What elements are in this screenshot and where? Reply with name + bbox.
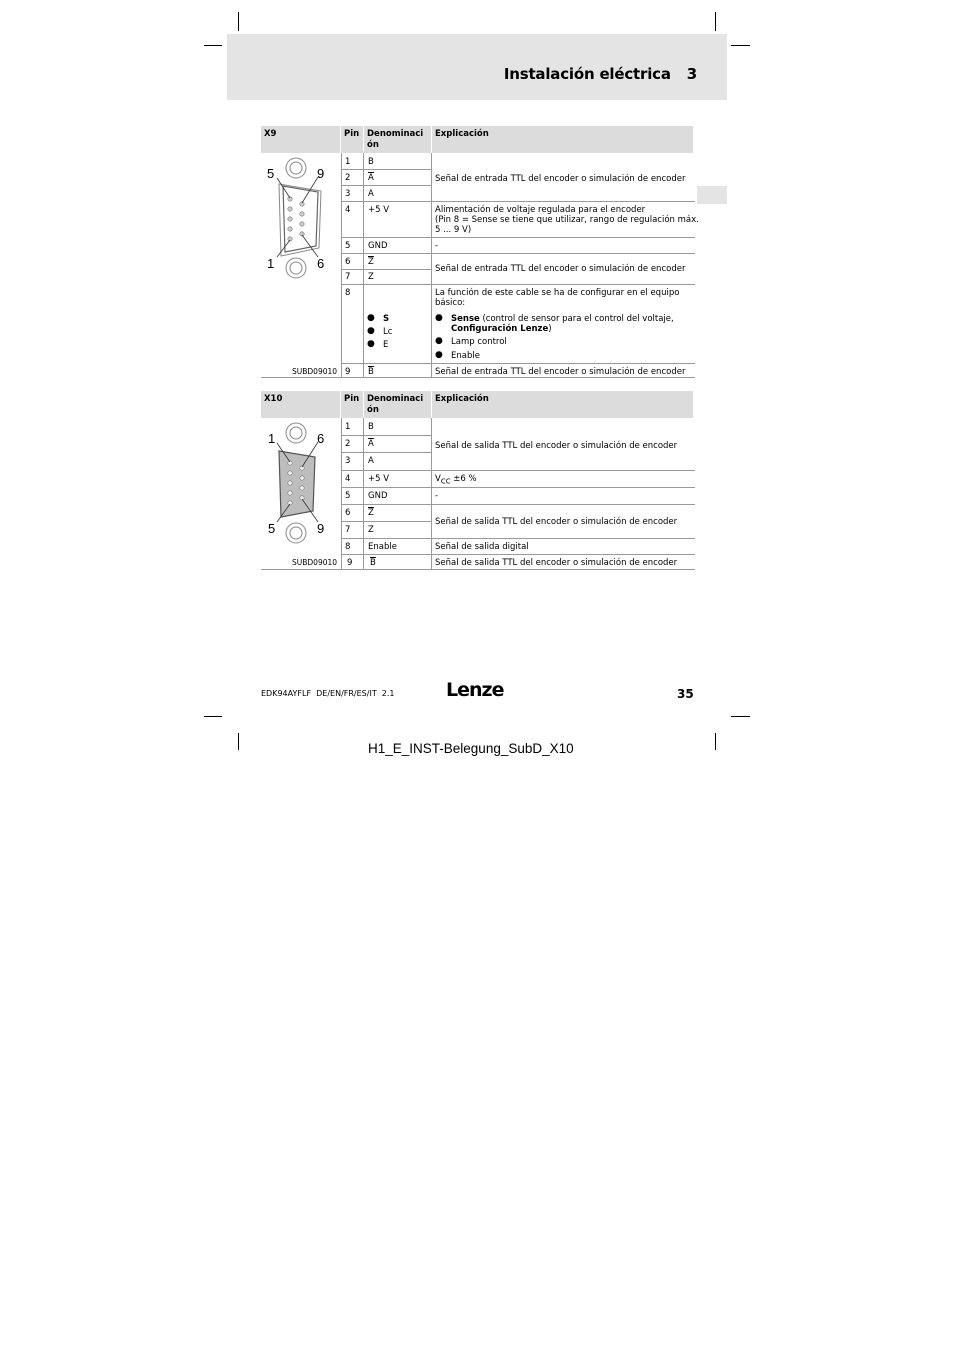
x10-header-name: Denominación [364, 391, 431, 418]
x9-pin-label-br: 6 [317, 256, 325, 271]
x9-name-1: B [368, 157, 374, 167]
x10-name-9: $\overline{B}$ [370, 558, 376, 568]
x10-pin-7: 7 [345, 525, 351, 535]
x9-row-line [341, 169, 432, 170]
x10-connector-icon [263, 419, 339, 547]
x9-connector-icon [263, 154, 339, 282]
x9-name-9: $\overline{B}$ [368, 367, 374, 377]
x10-pin-6: 6 [345, 508, 351, 518]
crop-mark [715, 12, 716, 31]
config-lenze-label: Configuración Lenze [451, 324, 549, 334]
x9-name-8-e: E [383, 340, 389, 350]
chapter-title [504, 65, 697, 83]
x9-row-line [341, 269, 432, 270]
x9-header-name: Denominación [364, 126, 431, 153]
crop-mark [731, 45, 750, 46]
x10-row-line [341, 538, 695, 539]
config-lenze-close: ) [548, 324, 552, 334]
x10-name-7: Z [368, 525, 374, 535]
x9-pin-9: 9 [345, 367, 351, 377]
x9-name-4: +5 V [368, 205, 390, 215]
vcc-tolerance: ±6 % [450, 474, 477, 484]
x9-pin-6: 6 [345, 257, 351, 267]
chapter-tab-marker [697, 186, 727, 204]
bullet-icon: ● [435, 313, 443, 323]
x10-pin-5: 5 [345, 491, 351, 501]
x10-drawing-code: SUBD09010 [292, 558, 338, 567]
x9-header-conn: X9 [261, 126, 340, 153]
x10-expl-9: Señal de salida TTL del encoder o simulación de encoder [435, 558, 678, 568]
x9-row-line [341, 201, 695, 202]
x10-row-line [341, 504, 695, 505]
x9-row-line [341, 253, 695, 254]
x10-pin-label-tr: 6 [317, 431, 325, 446]
x9-name-3: A [368, 189, 374, 199]
x10-pin-label-tl: 1 [268, 431, 276, 446]
x10-pin-label-bl: 5 [268, 521, 276, 536]
x9-expl-4-l1: Alimentación de voltaje regulada para el encoder [435, 205, 646, 215]
x9-header-expl: Explicación [432, 126, 693, 153]
x9-row-line [341, 237, 695, 238]
x9-pin-label-bl: 1 [267, 256, 275, 271]
x9-expl-4-l2: (Pin 8 = Sense se tiene que utilizar, rango de regulación máx. [435, 215, 699, 225]
chapter-number: 3 [686, 65, 697, 83]
vcc-subscript: CC [440, 477, 451, 486]
bullet-icon: ● [367, 313, 375, 323]
x10-pin-2: 2 [345, 439, 351, 449]
x9-drawing-code: SUBD09010 [292, 367, 338, 376]
bullet-icon: ● [367, 326, 375, 336]
x10-name-2: $\overline{A}$ [368, 439, 374, 449]
x10-name-1: B [368, 422, 374, 432]
chapter-header [227, 34, 727, 100]
x10-pin-8: 8 [345, 542, 351, 552]
x9-pin-2: 2 [345, 173, 351, 183]
lenze-logo: Lenze [446, 679, 504, 701]
x10-header-pin: Pin [341, 391, 363, 418]
x9-expl-4-l3: 5 ... 9 V) [435, 225, 472, 235]
x9-expl-8-l2: básico: [435, 298, 466, 308]
x9-name-6: $\overline{Z}$ [368, 257, 374, 267]
x9-name-2: $\overline{A}$ [368, 173, 374, 183]
x10-row-line [341, 521, 432, 522]
sense-label: Sense [451, 314, 480, 324]
x9-expl-ttl-123: Señal de entrada TTL del encoder o simulación de encoder [435, 174, 686, 184]
x10-header-conn: X10 [261, 391, 340, 418]
x10-name-8: Enable [368, 542, 397, 552]
x10-pin-4: 4 [345, 474, 351, 484]
bullet-icon: ● [435, 336, 443, 346]
x9-expl-9: Señal de entrada TTL del encoder o simulación de encoder [435, 367, 686, 377]
x9-name-8-s: S [383, 314, 390, 324]
crop-mark [238, 733, 239, 750]
x10-header-expl: Explicación [432, 391, 693, 418]
x9-expl-8-l1: La función de este cable se ha de configurar en el equipo [435, 288, 680, 298]
x9-pin-label-tr: 9 [317, 166, 325, 181]
x9-row-line [341, 363, 695, 364]
x9-pin-4: 4 [345, 205, 351, 215]
x10-name-3: A [368, 456, 374, 466]
x10-pin-9: 9 [347, 558, 353, 568]
x9-pin-1: 1 [345, 157, 351, 167]
x9-name-7: Z [368, 272, 374, 282]
x10-expl-8: Señal de salida digital [435, 542, 529, 552]
x10-name-6: $\overline{Z}$ [368, 508, 374, 518]
x9-row-line [341, 185, 432, 186]
crop-mark [204, 45, 222, 46]
x9-expl-5: - [435, 241, 439, 251]
x9-col-divider [363, 153, 364, 377]
x9-pin-label-tl: 5 [267, 166, 275, 181]
x10-col-divider [363, 418, 364, 569]
x10-row-line [341, 452, 432, 453]
x10-expl-4 [432, 472, 480, 489]
x10-name-4: +5 V [368, 474, 390, 484]
x10-table [261, 391, 695, 573]
x9-expl-8-b2: Lamp control [451, 337, 507, 347]
bullet-icon: ● [367, 339, 375, 349]
sense-desc: (control de sensor para el control del voltaje, [479, 314, 674, 324]
x10-pin-1: 1 [345, 422, 351, 432]
x9-name-5: GND [368, 241, 388, 251]
chapter-title-text: Instalación eléctrica [503, 65, 671, 83]
x10-row-line [341, 435, 432, 436]
page-number: 35 [677, 687, 694, 701]
crop-mark [204, 716, 222, 717]
x10-pin-3: 3 [345, 456, 351, 466]
document-id: EDK94AYFLF DE/EN/FR/ES/IT 2.1 [261, 689, 395, 698]
x10-expl-5: - [435, 491, 439, 501]
x9-name-8-lc: Lc [383, 327, 393, 337]
x9-expl-8-b3: Enable [451, 351, 480, 361]
bullet-icon: ● [435, 350, 443, 360]
crop-mark [731, 716, 750, 717]
x10-expl-ttl-123: Señal de salida TTL del encoder o simulación de encoder [435, 441, 678, 451]
x10-name-5: GND [368, 491, 388, 501]
figure-caption: H1_E_INST-Belegung_SubD_X10 [368, 741, 574, 756]
x9-pin-8: 8 [345, 288, 351, 298]
x9-table [261, 126, 699, 380]
x9-row-line [341, 284, 695, 285]
crop-mark [715, 733, 716, 750]
crop-mark [238, 12, 239, 31]
x10-row-line [341, 487, 695, 488]
x9-pin-5: 5 [345, 241, 351, 251]
x10-expl-ttl-67: Señal de salida TTL del encoder o simulación de encoder [435, 517, 678, 527]
x9-header-pin: Pin [341, 126, 363, 153]
vcc-symbol: V [435, 474, 441, 484]
x10-row-line [341, 470, 695, 471]
x9-pin-7: 7 [345, 272, 351, 282]
x9-expl-ttl-67: Señal de entrada TTL del encoder o simulación de encoder [435, 264, 686, 274]
x9-pin-3: 3 [345, 189, 351, 199]
x10-pin-label-br: 9 [317, 521, 325, 536]
